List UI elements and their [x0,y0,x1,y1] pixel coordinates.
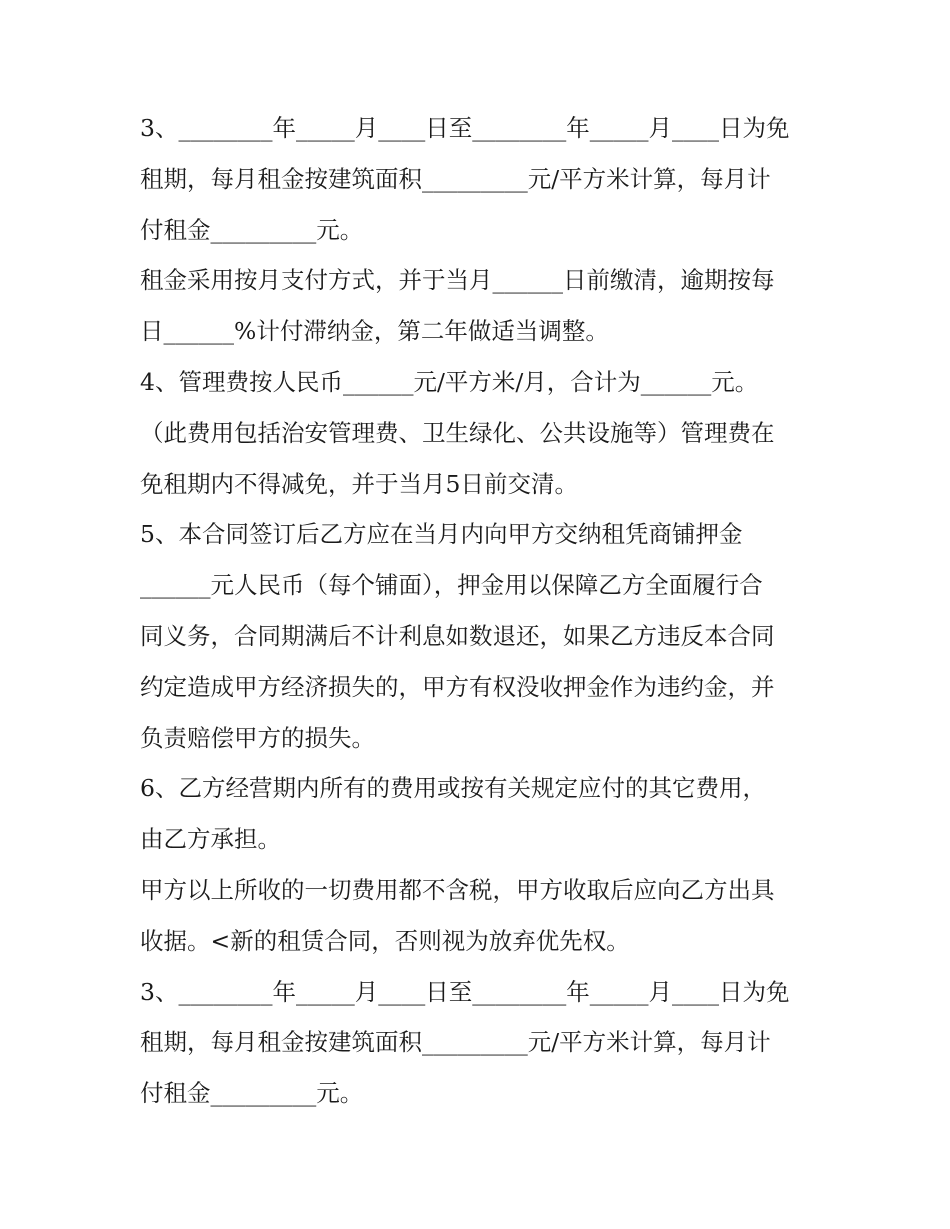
text-line: ______元人民币（每个铺面），押金用以保障乙方全面履行合 [140,571,763,600]
text-line: 租期，每月租金按建筑面积_________元/平方米计算，每月计 [140,164,771,193]
text-line: （此费用包括治安管理费、卫生绿化、公共设施等）管理费在 [140,418,775,447]
text-line: 约定造成甲方经济损失的，甲方有权没收押金作为违约金，并 [140,672,775,701]
text-line: 付租金_________元。 [140,1079,364,1108]
text-line: 3、________年_____月____日至________年_____月____日为免 [140,114,790,142]
text-line: 付租金_________元。 [140,215,364,244]
text-line: 由乙方承担。 [140,825,281,854]
text-line: 3、________年_____月____日至________年_____月____日为免 [140,977,790,1006]
text-line: 租期，每月租金按建筑面积_________元/平方米计算，每月计 [140,1028,771,1057]
text-line: 4、管理费按人民币______元/平方米/月，合计为______元。 [140,367,759,396]
text-line: 6、乙方经营期内所有的费用或按有关规定应付的其它费用， [140,774,766,803]
text-line: 5、本合同签订后乙方应在当月内向甲方交纳租凭商铺押金 [140,520,743,549]
text-line: 甲方以上所收的一切费用都不含税，甲方收取后应向乙方出具 [140,875,775,904]
text-line: 收据。<新的租赁合同，否则视为放弃优先权。 [140,926,630,955]
text-line: 免租期内不得减免，并于当月5日前交清。 [140,469,578,498]
document-body [140,103,830,1119]
text-line: 同义务，合同期满后不计利息如数退还，如果乙方违反本合同 [140,621,775,650]
text-line: 租金采用按月支付方式，并于当月______日前缴清，逾期按每 [140,266,775,295]
text-line: 负责赔偿甲方的损失。 [140,723,375,752]
text-line: 日______%计付滞纳金，第二年做适当调整。 [140,317,609,346]
